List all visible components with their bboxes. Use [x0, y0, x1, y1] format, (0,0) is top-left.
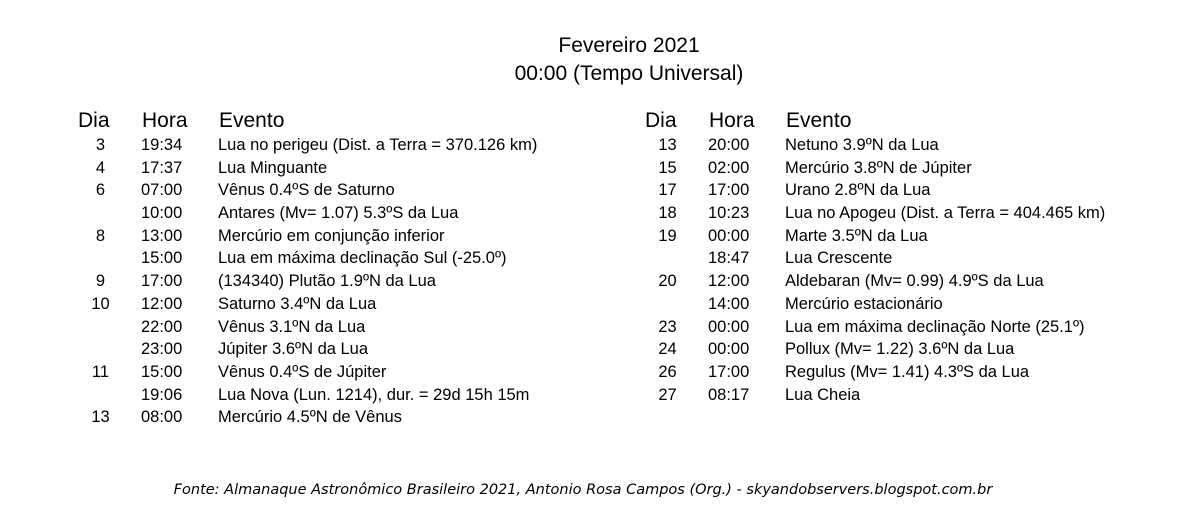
cell-evento: Vênus 0.4ºS de Júpiter: [218, 362, 387, 381]
cell-dia: 27: [658, 385, 677, 404]
cell-dia: 13: [91, 408, 110, 427]
cell-evento: Urano 2.8ºN da Lua: [785, 181, 931, 200]
cell-dia: 4: [95, 158, 106, 177]
cell-evento: Lua no Apogeu (Dist. a Terra = 404.465 km): [785, 204, 1106, 223]
cell-evento: Aldebaran (Mv= 0.99) 4.9ºS da Lua: [785, 272, 1044, 291]
cell-dia: 19: [658, 226, 677, 245]
cell-hora: 15:00: [141, 362, 183, 381]
header-hora: Hora: [709, 109, 755, 132]
cell-evento: Mercúrio 4.5ºN de Vênus: [218, 408, 402, 427]
header-evento: Evento: [786, 109, 852, 132]
cell-dia: 6: [95, 181, 106, 200]
cell-dia: 15: [658, 158, 677, 177]
cell-hora: 07:00: [141, 181, 183, 200]
cell-hora: 22:00: [141, 317, 183, 336]
page-subtitle: 00:00 (Tempo Universal): [514, 62, 744, 85]
cell-dia: 8: [95, 226, 106, 245]
header-dia: Dia: [645, 109, 677, 132]
cell-hora: 17:37: [141, 158, 183, 177]
cell-hora: 12:00: [708, 272, 750, 291]
cell-hora: 00:00: [708, 340, 750, 359]
cell-dia: 3: [95, 136, 106, 154]
cell-evento: Mercúrio em conjunção inferior: [218, 226, 445, 245]
cell-hora: 19:34: [141, 136, 183, 154]
cell-evento: Júpiter 3.6ºN da Lua: [218, 340, 369, 359]
header-dia: Dia: [78, 109, 110, 132]
cell-evento: Lua Nova (Lun. 1214), dur. = 29d 15h 15m: [218, 385, 530, 404]
cell-hora: 08:17: [708, 385, 750, 404]
cell-evento: Lua Crescente: [785, 249, 893, 268]
cell-hora: 10:23: [708, 204, 750, 223]
cell-dia: 23: [658, 317, 677, 336]
cell-dia: 17: [658, 181, 677, 200]
source-footer: Fonte: Almanaque Astronômico Brasileiro 2021, Antonio Rosa Campos (Org.) - skyandobservers.blogspot.com.br: [173, 482, 993, 498]
cell-hora: 18:47: [708, 249, 750, 268]
page-title: Fevereiro 2021: [558, 34, 700, 57]
cell-evento: Vênus 0.4ºS de Saturno: [218, 181, 395, 200]
header-hora: Hora: [142, 109, 188, 132]
cell-hora: 13:00: [141, 226, 183, 245]
cell-hora: 15:00: [141, 249, 183, 268]
cell-dia: 18: [658, 204, 677, 223]
cell-evento: Antares (Mv= 1.07) 5.3ºS da Lua: [218, 204, 459, 223]
cell-hora: 08:00: [141, 408, 183, 427]
cell-hora: 17:00: [141, 272, 183, 291]
cell-evento: Lua em máxima declinação Norte (25.1º): [785, 317, 1085, 336]
cell-hora: 23:00: [141, 340, 183, 359]
cell-hora: 12:00: [141, 294, 183, 313]
cell-dia: 26: [658, 362, 677, 381]
cell-evento: Pollux (Mv= 1.22) 3.6ºN da Lua: [785, 340, 1015, 359]
cell-evento: Netuno 3.9ºN da Lua: [785, 136, 939, 154]
cell-dia: 11: [91, 362, 110, 381]
cell-evento: Lua Minguante: [218, 158, 328, 177]
cell-dia: 13: [658, 136, 677, 154]
cell-evento: (134340) Plutão 1.9ºN da Lua: [218, 272, 436, 291]
cell-evento: Regulus (Mv= 1.41) 4.3ºS da Lua: [785, 362, 1030, 381]
cell-dia: 24: [658, 340, 677, 359]
cell-hora: 20:00: [708, 136, 750, 154]
cell-hora: 00:00: [708, 317, 750, 336]
cell-evento: Mercúrio 3.8ºN de Júpiter: [785, 158, 972, 177]
cell-hora: 00:00: [708, 226, 750, 245]
cell-evento: Lua no perigeu (Dist. a Terra = 370.126 km): [218, 136, 538, 154]
cell-evento: Mercúrio estacionário: [785, 294, 943, 313]
cell-hora: 17:00: [708, 362, 750, 381]
cell-evento: Vênus 3.1ºN da Lua: [218, 317, 366, 336]
cell-evento: Lua em máxima declinação Sul (-25.0º): [218, 249, 507, 268]
cell-dia: 20: [658, 272, 677, 291]
cell-dia: 10: [91, 294, 110, 313]
cell-hora: 19:06: [141, 385, 183, 404]
cell-evento: Lua Cheia: [785, 385, 861, 404]
header-evento: Evento: [219, 109, 285, 132]
cell-evento: Saturno 3.4ºN da Lua: [218, 294, 377, 313]
cell-evento: Marte 3.5ºN da Lua: [785, 226, 928, 245]
cell-hora: 17:00: [708, 181, 750, 200]
cell-hora: 02:00: [708, 158, 750, 177]
cell-dia: 9: [95, 272, 106, 291]
cell-hora: 10:00: [141, 204, 183, 223]
cell-hora: 14:00: [708, 294, 750, 313]
